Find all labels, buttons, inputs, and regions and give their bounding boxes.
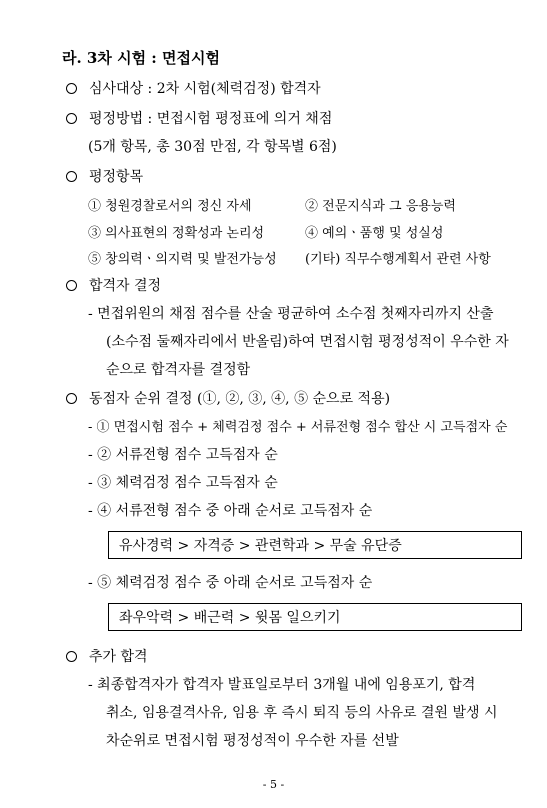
circle-bullet-icon bbox=[66, 280, 77, 291]
target-text: 심사대상 : 2차 시험(체력검정) 합격자 bbox=[89, 81, 321, 97]
method-text: 평정방법 : 면접시험 평정표에 의거 채점 bbox=[89, 111, 333, 127]
additional-line-1: - 최종합격자가 합격자 발표일로부터 3개월 내에 임용포기, 합격 bbox=[88, 677, 476, 693]
additional-line-3: 차순위로 면접시험 평정성적이 우수한 자를 선발 bbox=[106, 733, 399, 749]
bullet-tiebreak bbox=[66, 388, 390, 408]
decision-heading: 합격자 결정 bbox=[89, 278, 162, 294]
tiebreak-rule-3: - ③ 체력검정 점수 고득점자 순 bbox=[88, 475, 278, 491]
bullet-method bbox=[66, 108, 332, 128]
eval-item-4: ④ 예의ㆍ품행 및 성실성 bbox=[305, 226, 444, 241]
additional-line-2: 취소, 임용결격사유, 임용 후 즉시 퇴직 등의 사유로 결원 발생 시 bbox=[106, 705, 498, 721]
circle-bullet-icon bbox=[66, 113, 77, 124]
decision-line-1: - 면접위원의 채점 점수를 산술 평균하여 소수점 첫째자리까지 산출 bbox=[88, 306, 494, 322]
tiebreak-heading: 동점자 순위 결정 (①, ②, ③, ④, ⑤ 순으로 적용) bbox=[89, 391, 391, 407]
tiebreak-rule-5: - ⑤ 체력검정 점수 중 아래 순서로 고득점자 순 bbox=[88, 575, 373, 591]
bullet-decision bbox=[66, 275, 161, 295]
page-number: - 5 - bbox=[262, 778, 285, 791]
additional-heading: 추가 합격 bbox=[89, 649, 148, 665]
eval-item-other: (기타) 직무수행계획서 관련 사항 bbox=[305, 252, 491, 267]
section-title: 라. 3차 시험 : 면접시험 bbox=[62, 49, 221, 67]
bullet-items bbox=[66, 166, 143, 186]
eval-item-2: ② 전문지식과 그 응용능력 bbox=[305, 199, 456, 214]
priority-box-2 bbox=[108, 603, 522, 631]
circle-bullet-icon bbox=[66, 83, 77, 94]
bullet-additional bbox=[66, 646, 148, 666]
eval-item-5: ⑤ 창의력ㆍ의지력 및 발전가능성 bbox=[88, 252, 277, 267]
eval-item-3: ③ 의사표현의 정확성과 논리성 bbox=[88, 226, 265, 241]
circle-bullet-icon bbox=[66, 651, 77, 662]
circle-bullet-icon bbox=[66, 171, 77, 182]
priority-box-1 bbox=[108, 531, 522, 559]
decision-line-3: 순으로 합격자를 결정함 bbox=[106, 362, 251, 378]
tiebreak-rule-2: - ② 서류전형 점수 고득점자 순 bbox=[88, 447, 278, 463]
decision-line-2: (소수점 둘째자리에서 반올림)하여 면접시험 평정성적이 우수한 자 bbox=[106, 334, 509, 350]
priority-box-1-text: 유사경력 > 자격증 > 관련학과 > 무술 유단증 bbox=[119, 538, 402, 554]
priority-box-2-text: 좌우악력 > 배근력 > 윗몸 일으키기 bbox=[119, 610, 341, 626]
bullet-target bbox=[66, 78, 321, 98]
items-heading: 평정항목 bbox=[89, 169, 144, 185]
eval-item-1: ① 청원경찰로서의 정신 자세 bbox=[88, 199, 252, 214]
method-sub: (5개 항목, 총 30점 만점, 각 항목별 6점) bbox=[88, 139, 337, 155]
tiebreak-rule-1: - ① 면접시험 점수 + 체력검정 점수 + 서류전형 점수 합산 시 고득점자 순 bbox=[88, 420, 508, 435]
circle-bullet-icon bbox=[66, 393, 77, 404]
tiebreak-rule-4: - ④ 서류전형 점수 중 아래 순서로 고득점자 순 bbox=[88, 503, 373, 519]
